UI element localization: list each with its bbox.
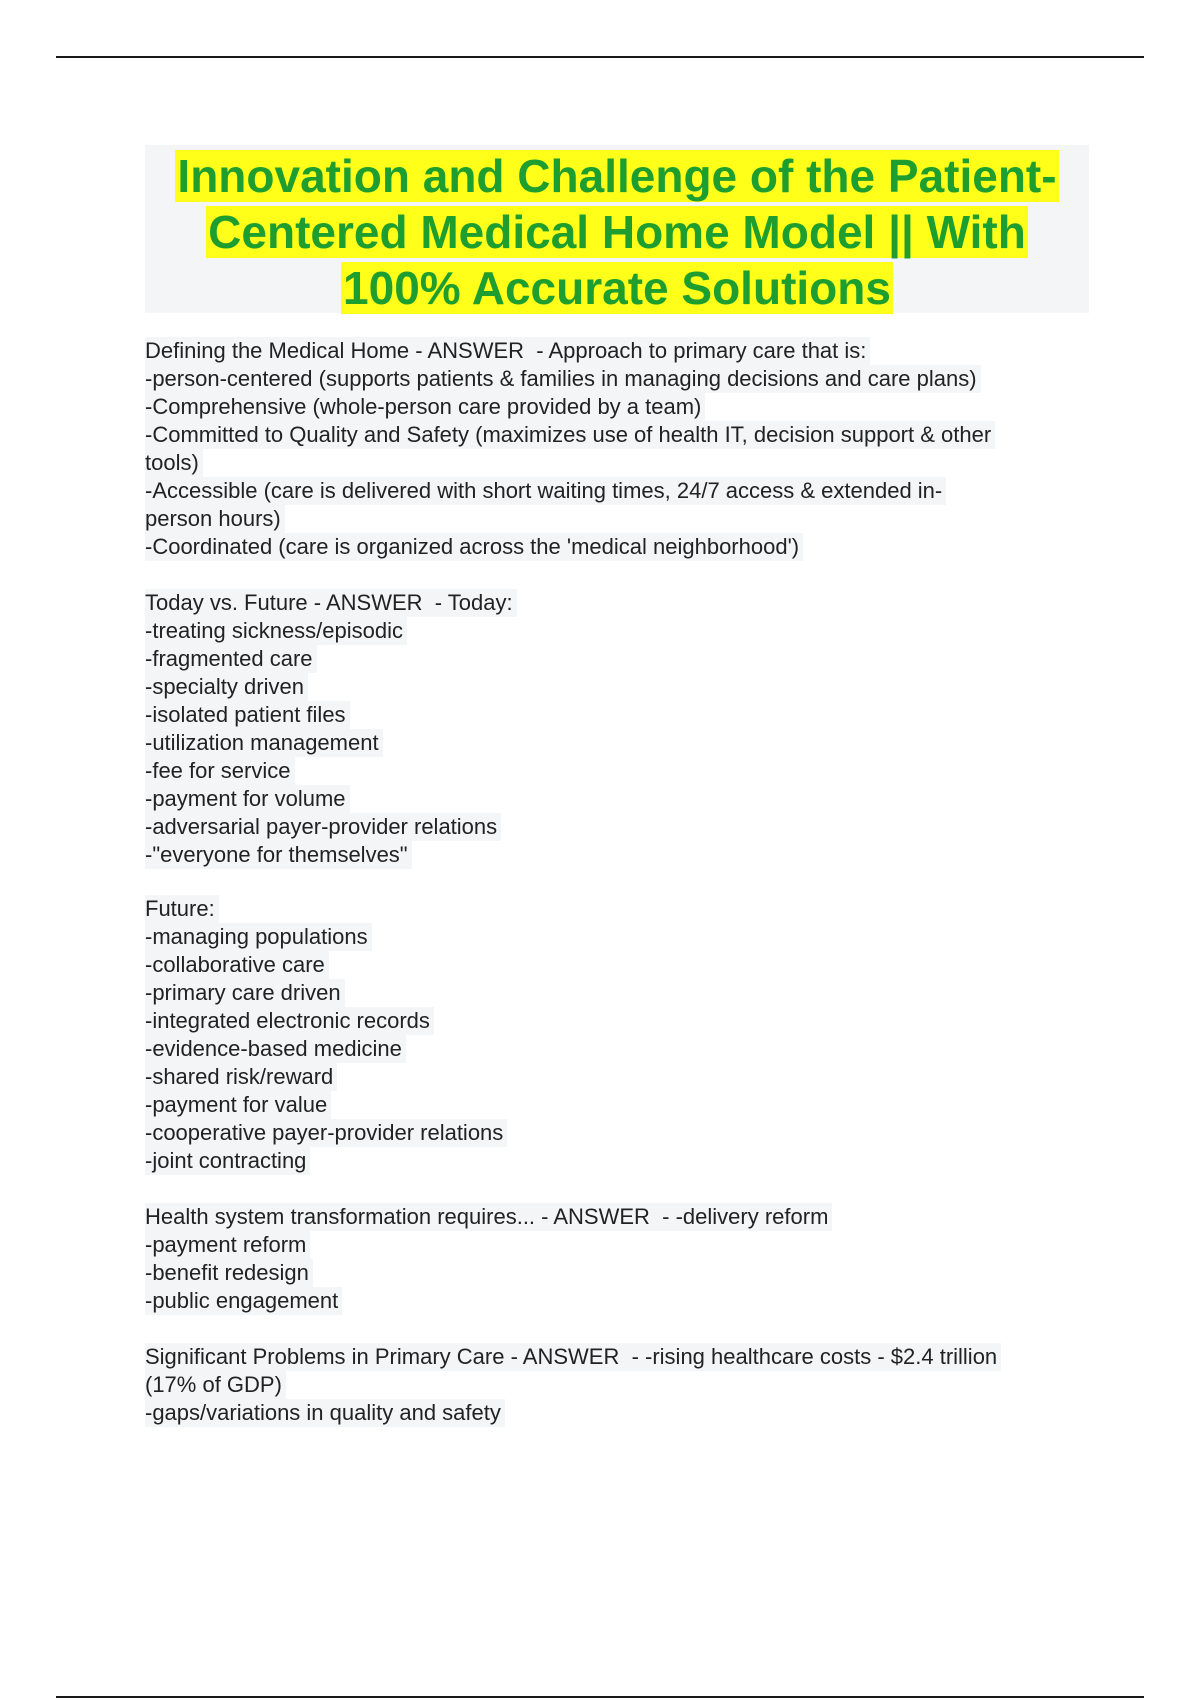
answer-line: -managing populations xyxy=(145,923,372,951)
question-line: Today vs. Future - ANSWER - Today: xyxy=(145,589,517,617)
question-line: Significant Problems in Primary Care - ANSWER - -rising healthcare costs - $2.4 trillion xyxy=(145,1343,1001,1371)
question-line: Health system transformation requires... - ANSWER - -delivery reform xyxy=(145,1203,832,1231)
document-title xyxy=(145,145,1089,316)
answer-line: -primary care driven xyxy=(145,979,345,1007)
document-body xyxy=(145,337,1105,1455)
answer-line: -evidence-based medicine xyxy=(145,1035,406,1063)
answer-line: -Coordinated (care is organized across the 'medical neighborhood') xyxy=(145,533,803,561)
answer-line: -joint contracting xyxy=(145,1147,310,1175)
qa-item xyxy=(145,589,1105,1175)
answer-line: -"everyone for themselves" xyxy=(145,841,412,869)
title-line: Centered Medical Home Model || With xyxy=(208,206,1026,258)
answer-line: -specialty driven xyxy=(145,673,308,701)
answer-line: -payment reform xyxy=(145,1231,310,1259)
answer-line: (17% of GDP) xyxy=(145,1371,286,1399)
answer-line: -public engagement xyxy=(145,1287,342,1315)
answer-line: -integrated electronic records xyxy=(145,1007,434,1035)
answer-line: -gaps/variations in quality and safety xyxy=(145,1399,505,1427)
answer-line: -adversarial payer-provider relations xyxy=(145,813,501,841)
answer-line: -benefit redesign xyxy=(145,1259,313,1287)
answer-line: person hours) xyxy=(145,505,285,533)
answer-line: -fragmented care xyxy=(145,645,317,673)
title-line: Innovation and Challenge of the Patient- xyxy=(177,150,1057,202)
answer-line: -payment for volume xyxy=(145,785,350,813)
qa-item xyxy=(145,1203,1105,1315)
paragraph-gap xyxy=(145,869,1105,895)
question-line: Defining the Medical Home - ANSWER - Approach to primary care that is: xyxy=(145,337,870,365)
answer-line: -collaborative care xyxy=(145,951,329,979)
answer-line: -person-centered (supports patients & families in managing decisions and care plans) xyxy=(145,365,981,393)
answer-line: -payment for value xyxy=(145,1091,331,1119)
answer-line: tools) xyxy=(145,449,203,477)
title-box xyxy=(145,145,1089,313)
bottom-rule xyxy=(56,1696,1144,1698)
answer-line: -isolated patient files xyxy=(145,701,350,729)
answer-line: -utilization management xyxy=(145,729,383,757)
answer-line: -treating sickness/episodic xyxy=(145,617,407,645)
top-rule xyxy=(56,56,1144,58)
answer-line: -fee for service xyxy=(145,757,295,785)
title-line: 100% Accurate Solutions xyxy=(343,262,891,314)
answer-line: -shared risk/reward xyxy=(145,1063,337,1091)
answer-line: -Committed to Quality and Safety (maximizes use of health IT, decision support & other xyxy=(145,421,995,449)
answer-line: -cooperative payer-provider relations xyxy=(145,1119,507,1147)
qa-item xyxy=(145,1343,1105,1427)
answer-line: -Accessible (care is delivered with short waiting times, 24/7 access & extended in- xyxy=(145,477,946,505)
qa-item xyxy=(145,337,1105,561)
answer-line: Future: xyxy=(145,895,219,923)
answer-line: -Comprehensive (whole-person care provided by a team) xyxy=(145,393,705,421)
